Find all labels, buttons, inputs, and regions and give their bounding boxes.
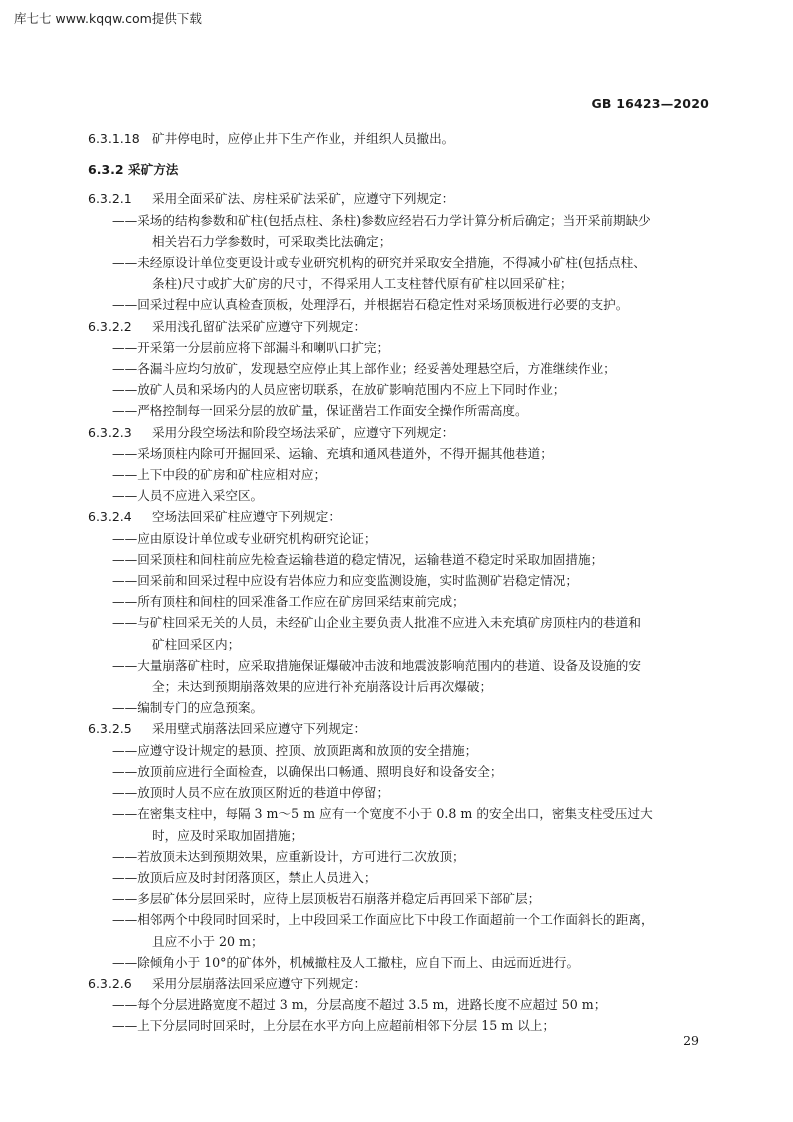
list-item: ——放矿人员和采场内的人员应密切联系，在放矿影响范围内不应上下同时作业；: [112, 382, 566, 398]
page-number: 29: [683, 1033, 699, 1048]
list-item: ——应遵守设计规定的悬顶、控顶、放顶距离和放顶的安全措施；: [112, 742, 478, 758]
list-item: ——人员不应进入采空区。: [112, 488, 264, 504]
clause-number: 6.3.2.5: [88, 721, 132, 737]
clause-number: 6.3.2.1: [88, 191, 132, 207]
list-item: ——每个分层进路宽度不超过 3 m，分层高度不超过 3.5 m，进路长度不应超过 50 m；: [112, 997, 607, 1013]
list-item-continuation: 时，应及时采取加固措施；: [152, 827, 304, 843]
clause-text: 矿井停电时，应停止井下生产作业，并组织人员撤出。: [152, 131, 455, 146]
clause-text: 采用分段空场法和阶段空场法采矿，应遵守下列规定：: [152, 424, 455, 440]
list-item: ——相邻两个中段同时回采时，上中段回采工作面应比下中段工作面超前一个工作面斜长的距离，: [112, 912, 654, 928]
list-item: ——回采顶柱和间柱前应先检查运输巷道的稳定情况，运输巷道不稳定时采取加固措施；: [112, 551, 604, 567]
watermark: 库七七 www.kqqw.com提供下载: [14, 11, 202, 26]
list-item: ——与矿柱回采无关的人员，未经矿山企业主要负责人批准不应进入未充填矿房顶柱内的巷道和: [112, 615, 641, 631]
list-item: ——所有顶柱和间柱的回采准备工作应在矿房回采结束前完成；: [112, 594, 465, 610]
section-heading-6-3-2: [88, 159, 708, 180]
list-item: ——应由原设计单位或专业研究机构研究论证；: [112, 530, 377, 546]
clause-6-3-2-1: [88, 188, 708, 209]
clause-6-3-2-6: [88, 973, 708, 994]
clause-number: 6.3.2.6: [88, 975, 132, 991]
list-item: ——采场顶柱内除可开掘回采、运输、充填和通风巷道外，不得开掘其他巷道；: [112, 445, 553, 461]
list-item-continuation: 矿柱回采区内；: [152, 636, 241, 652]
list-item: ——多层矿体分层回采时，应待上层顶板岩石崩落并稳定后再回采下部矿层；: [112, 891, 541, 907]
list-item: ——开采第一分层前应将下部漏斗和喇叭口扩完；: [112, 339, 390, 355]
list-item: ——上下分层同时回采时，上分层在水平方向上应超前相邻下分层 15 m 以上；: [112, 1018, 555, 1034]
clause-6-3-2-5: [88, 718, 708, 739]
clause-number: 6.3.2.2: [88, 318, 132, 334]
clause-number: 6.3.1.18: [88, 131, 140, 146]
clause-6-3-1-18: [88, 128, 708, 149]
clause-6-3-2-2: [88, 316, 708, 337]
list-item: ——回采前和回采过程中应设有岩体应力和应变监测设施，实时监测矿岩稳定情况；: [112, 573, 578, 589]
list-item-continuation: 且应不小于 20 m；: [152, 933, 264, 949]
list-item: ——编制专门的应急预案。: [112, 700, 264, 716]
standard-number: GB 16423—2020: [591, 96, 709, 111]
list-item-continuation: 条柱)尺寸或扩大矿房的尺寸，不得采用人工支柱替代原有矿柱以回采矿柱；: [152, 276, 573, 292]
list-item: ——严格控制每一回采分层的放矿量，保证凿岩工作面安全操作所需高度。: [112, 403, 528, 419]
list-item: ——放顶时人员不应在放顶区附近的巷道中停留；: [112, 785, 390, 801]
document-body: [88, 128, 708, 1037]
list-item: ——若放顶未达到预期效果，应重新设计，方可进行二次放顶；: [112, 848, 465, 864]
list-item: ——回采过程中应认真检查顶板，处理浮石，并根据岩石稳定性对采场顶板进行必要的支护。: [112, 297, 629, 313]
clause-text: 空场法回采矿柱应遵守下列规定：: [152, 509, 341, 525]
list-item: ——未经原设计单位变更设计或专业研究机构的研究并采取安全措施，不得减小矿柱(包括点柱、: [112, 255, 646, 271]
list-item: ——除倾角小于 10°的矿体外，机械撤柱及人工撤柱，应自下而上、由远而近进行。: [112, 954, 580, 970]
list-item: ——各漏斗应均匀放矿，发现悬空应停止其上部作业；经妥善处理悬空后，方准继续作业；: [112, 361, 616, 377]
list-item: ——放顶前应进行全面检查，以确保出口畅通、照明良好和设备安全；: [112, 763, 503, 779]
clause-text: 采用分层崩落法回采应遵守下列规定：: [152, 975, 367, 991]
clause-text: 采用浅孔留矿法采矿应遵守下列规定：: [152, 318, 367, 334]
clause-number: 6.3.2.4: [88, 509, 132, 525]
clause-6-3-2-4: [88, 506, 708, 527]
section-number: 6.3.2: [88, 162, 124, 178]
clause-6-3-2-3: [88, 422, 708, 443]
clause-text: 采用壁式崩落法回采应遵守下列规定：: [152, 721, 367, 737]
clause-number: 6.3.2.3: [88, 424, 132, 440]
list-item: ——在密集支柱中，每隔 3 m～5 m 应有一个宽度不小于 0.8 m 的安全出口，密集支柱受压过大: [112, 806, 653, 822]
list-item-continuation: 相关岩石力学参数时，可采取类比法确定；: [152, 233, 392, 249]
section-title: 采矿方法: [128, 162, 179, 178]
list-item-continuation: 全；未达到预期崩落效果的应进行补充崩落设计后再次爆破；: [152, 679, 493, 695]
list-item: ——上下中段的矿房和矿柱应相对应；: [112, 467, 327, 483]
list-item: ——放顶后应及时封闭落顶区，禁止人员进入；: [112, 869, 377, 885]
list-item: ——大量崩落矿柱时，应采取措施保证爆破冲击波和地震波影响范围内的巷道、设备及设施的安: [112, 657, 641, 673]
clause-text: 采用全面采矿法、房柱采矿法采矿，应遵守下列规定：: [152, 191, 455, 207]
list-item: ——采场的结构参数和矿柱(包括点柱、条柱)参数应经岩石力学计算分析后确定；当开采前期缺少: [112, 212, 651, 228]
